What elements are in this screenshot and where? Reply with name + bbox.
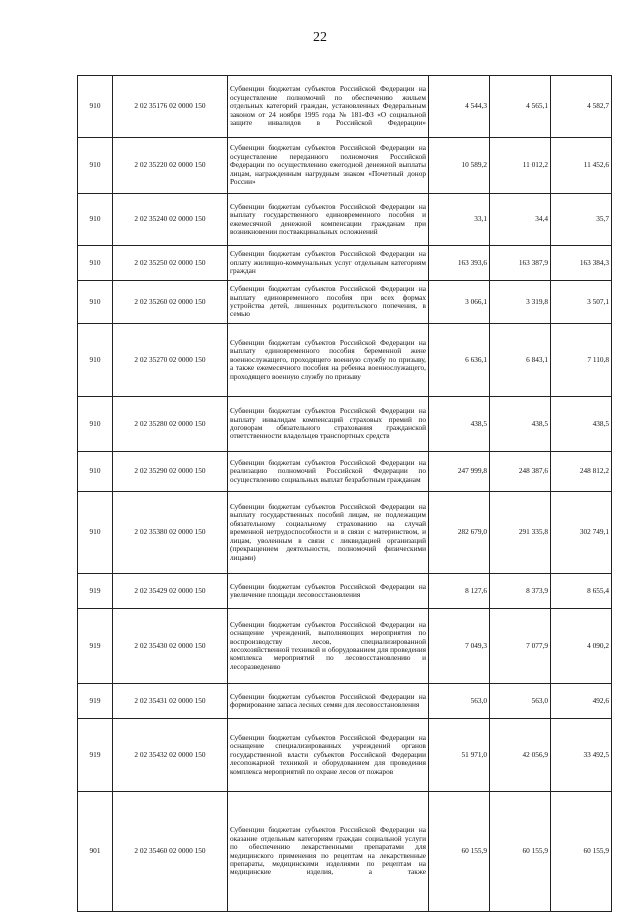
- revenue-name-cell: Субвенции бюджетам субъектов Российской Федерации на выплату единовременного пособия беременной жене военнослужащего, проходящего военную службу по призыву, а также ежемесячного пособия на ребенка военнослужащего, проходящего военную службу по призыву: [228, 324, 429, 397]
- revenue-name-cell: Субвенции бюджетам субъектов Российской Федерации на выплату единовременного пособия при всех формах устройства детей, лишенных родительского попечения, в семью: [228, 281, 429, 324]
- table-row: [78, 76, 612, 138]
- amount-year-3-cell: 33 492,5: [551, 719, 612, 792]
- amount-year-3-cell: 163 384,3: [551, 246, 612, 281]
- amount-year-1-cell: 163 393,6: [429, 246, 490, 281]
- amount-year-1-cell: 7 049,3: [429, 609, 490, 684]
- amount-year-1-cell: 563,0: [429, 684, 490, 719]
- admin-code-cell: 910: [78, 138, 113, 194]
- amount-year-1-cell: 10 589,2: [429, 138, 490, 194]
- admin-code-cell: 919: [78, 574, 113, 609]
- amount-year-1-cell: 4 544,3: [429, 76, 490, 138]
- classification-code-cell: 2 02 35250 02 0000 150: [113, 246, 228, 281]
- amount-year-2-cell: 163 387,9: [490, 246, 551, 281]
- classification-code-cell: 2 02 35431 02 0000 150: [113, 684, 228, 719]
- table-row: [78, 246, 612, 281]
- amount-year-1-cell: 3 066,1: [429, 281, 490, 324]
- admin-code-cell: 910: [78, 397, 113, 452]
- table-row: [78, 397, 612, 452]
- amount-year-3-cell: 60 155,9: [551, 792, 612, 912]
- amount-year-1-cell: 282 679,0: [429, 492, 490, 574]
- amount-year-3-cell: 35,7: [551, 194, 612, 246]
- table-row: [78, 194, 612, 246]
- admin-code-cell: 910: [78, 194, 113, 246]
- revenue-name-cell: Субвенции бюджетам субъектов Российской Федерации на осуществление полномочий по обеспечению жильем отдельных категорий граждан, установленных Федеральным законом от 24 ноября 1995 года № 181-ФЗ «О социальной защите инвалидов в Российской Федерации»: [228, 76, 429, 138]
- admin-code-cell: 910: [78, 452, 113, 492]
- table-row: [78, 452, 612, 492]
- classification-code-cell: 2 02 35176 02 0000 150: [113, 76, 228, 138]
- amount-year-1-cell: 438,5: [429, 397, 490, 452]
- amount-year-1-cell: 6 636,1: [429, 324, 490, 397]
- amount-year-3-cell: 8 655,4: [551, 574, 612, 609]
- amount-year-1-cell: 33,1: [429, 194, 490, 246]
- amount-year-3-cell: 4 582,7: [551, 76, 612, 138]
- table-row: [78, 684, 612, 719]
- budget-table: [77, 75, 612, 912]
- classification-code-cell: 2 02 35380 02 0000 150: [113, 492, 228, 574]
- amount-year-2-cell: 248 387,6: [490, 452, 551, 492]
- page-number: 22: [313, 30, 327, 45]
- amount-year-3-cell: 3 507,1: [551, 281, 612, 324]
- table-row: [78, 574, 612, 609]
- classification-code-cell: 2 02 35260 02 0000 150: [113, 281, 228, 324]
- amount-year-2-cell: 7 077,9: [490, 609, 551, 684]
- amount-year-2-cell: 60 155,9: [490, 792, 551, 912]
- admin-code-cell: 910: [78, 246, 113, 281]
- amount-year-3-cell: 248 812,2: [551, 452, 612, 492]
- amount-year-2-cell: 6 843,1: [490, 324, 551, 397]
- table-row: [78, 324, 612, 397]
- revenue-name-cell: Субвенции бюджетам субъектов Российской Федерации на выплату государственного единовременного пособия и ежемесячной денежной компенсации гражданам при возникновении поствакцинальных осложнений: [228, 194, 429, 246]
- classification-code-cell: 2 02 35429 02 0000 150: [113, 574, 228, 609]
- amount-year-2-cell: 8 373,9: [490, 574, 551, 609]
- classification-code-cell: 2 02 35460 02 0000 150: [113, 792, 228, 912]
- amount-year-1-cell: 51 971,0: [429, 719, 490, 792]
- amount-year-3-cell: 4 090,2: [551, 609, 612, 684]
- amount-year-2-cell: 291 335,8: [490, 492, 551, 574]
- revenue-name-cell: Субвенции бюджетам субъектов Российской Федерации на оснащение специализированных учреждений органов государственной власти субъектов Российской Федерации лесопожарной техникой и оборудованием для проведения комплекса мероприятий по охране лесов от пожаров: [228, 719, 429, 792]
- amount-year-1-cell: 247 999,8: [429, 452, 490, 492]
- amount-year-2-cell: 34,4: [490, 194, 551, 246]
- table-row: [78, 792, 612, 912]
- amount-year-2-cell: 4 565,1: [490, 76, 551, 138]
- admin-code-cell: 919: [78, 719, 113, 792]
- classification-code-cell: 2 02 35430 02 0000 150: [113, 609, 228, 684]
- classification-code-cell: 2 02 35290 02 0000 150: [113, 452, 228, 492]
- amount-year-2-cell: 563,0: [490, 684, 551, 719]
- amount-year-3-cell: 302 749,1: [551, 492, 612, 574]
- amount-year-3-cell: 492,6: [551, 684, 612, 719]
- amount-year-1-cell: 8 127,6: [429, 574, 490, 609]
- admin-code-cell: 910: [78, 281, 113, 324]
- revenue-name-cell: Субвенции бюджетам субъектов Российской Федерации на реализацию полномочий Российской Федерации по осуществлению социальных выплат безработным гражданам: [228, 452, 429, 492]
- amount-year-1-cell: 60 155,9: [429, 792, 490, 912]
- admin-code-cell: 910: [78, 492, 113, 574]
- admin-code-cell: 901: [78, 792, 113, 912]
- amount-year-3-cell: 11 452,6: [551, 138, 612, 194]
- table-row: [78, 609, 612, 684]
- revenue-name-cell: Субвенции бюджетам субъектов Российской Федерации на выплату инвалидам компенсаций страховых премий по договорам обязательного страхования гражданской ответственности владельцев транспортных средств: [228, 397, 429, 452]
- table-row: [78, 492, 612, 574]
- amount-year-2-cell: 438,5: [490, 397, 551, 452]
- admin-code-cell: 910: [78, 76, 113, 138]
- classification-code-cell: 2 02 35240 02 0000 150: [113, 194, 228, 246]
- amount-year-3-cell: 7 110,8: [551, 324, 612, 397]
- table-row: [78, 281, 612, 324]
- classification-code-cell: 2 02 35220 02 0000 150: [113, 138, 228, 194]
- admin-code-cell: 910: [78, 324, 113, 397]
- revenue-name-cell: Субвенции бюджетам субъектов Российской Федерации на формирование запаса лесных семян для лесовосстановления: [228, 684, 429, 719]
- amount-year-2-cell: 11 012,2: [490, 138, 551, 194]
- classification-code-cell: 2 02 35432 02 0000 150: [113, 719, 228, 792]
- amount-year-2-cell: 42 056,9: [490, 719, 551, 792]
- revenue-name-cell: Субвенции бюджетам субъектов Российской Федерации на увеличение площади лесовосстановления: [228, 574, 429, 609]
- classification-code-cell: 2 02 35280 02 0000 150: [113, 397, 228, 452]
- revenue-name-cell: Субвенции бюджетам субъектов Российской Федерации на оказание отдельным категориям граждан социальной услуги по обеспечению лекарственными препаратами для медицинского применения по рецептам на лекарственные препараты, медицинскими изделиями по рецептам на медицинские изделия, а также: [228, 792, 429, 912]
- admin-code-cell: 919: [78, 684, 113, 719]
- table-row: [78, 138, 612, 194]
- table-row: [78, 719, 612, 792]
- admin-code-cell: 919: [78, 609, 113, 684]
- revenue-name-cell: Субвенции бюджетам субъектов Российской Федерации на осуществление переданного полномочия Российской Федерации по осуществлению ежегодной денежной выплаты лицам, награжденным нагрудным знаком «Почетный донор России»: [228, 138, 429, 194]
- revenue-name-cell: Субвенции бюджетам субъектов Российской Федерации на оснащение учреждений, выполняющих мероприятия по воспроизводству лесов, специализированной лесохозяйственной техникой и оборудованием для проведения комплекса мероприятий по лесовосстановлению и лесоразведению: [228, 609, 429, 684]
- amount-year-2-cell: 3 319,8: [490, 281, 551, 324]
- classification-code-cell: 2 02 35270 02 0000 150: [113, 324, 228, 397]
- amount-year-3-cell: 438,5: [551, 397, 612, 452]
- revenue-name-cell: Субвенции бюджетам субъектов Российской Федерации на выплату государственных пособий лицам, не подлежащим обязательному социальному страхованию на случай временной нетрудоспособности и в связи с материнством, и лицам, уволенным в связи с ликвидацией организаций (прекращением деятельности, полномочий физическими лицами): [228, 492, 429, 574]
- revenue-name-cell: Субвенции бюджетам субъектов Российской Федерации на оплату жилищно-коммунальных услуг отдельным категориям граждан: [228, 246, 429, 281]
